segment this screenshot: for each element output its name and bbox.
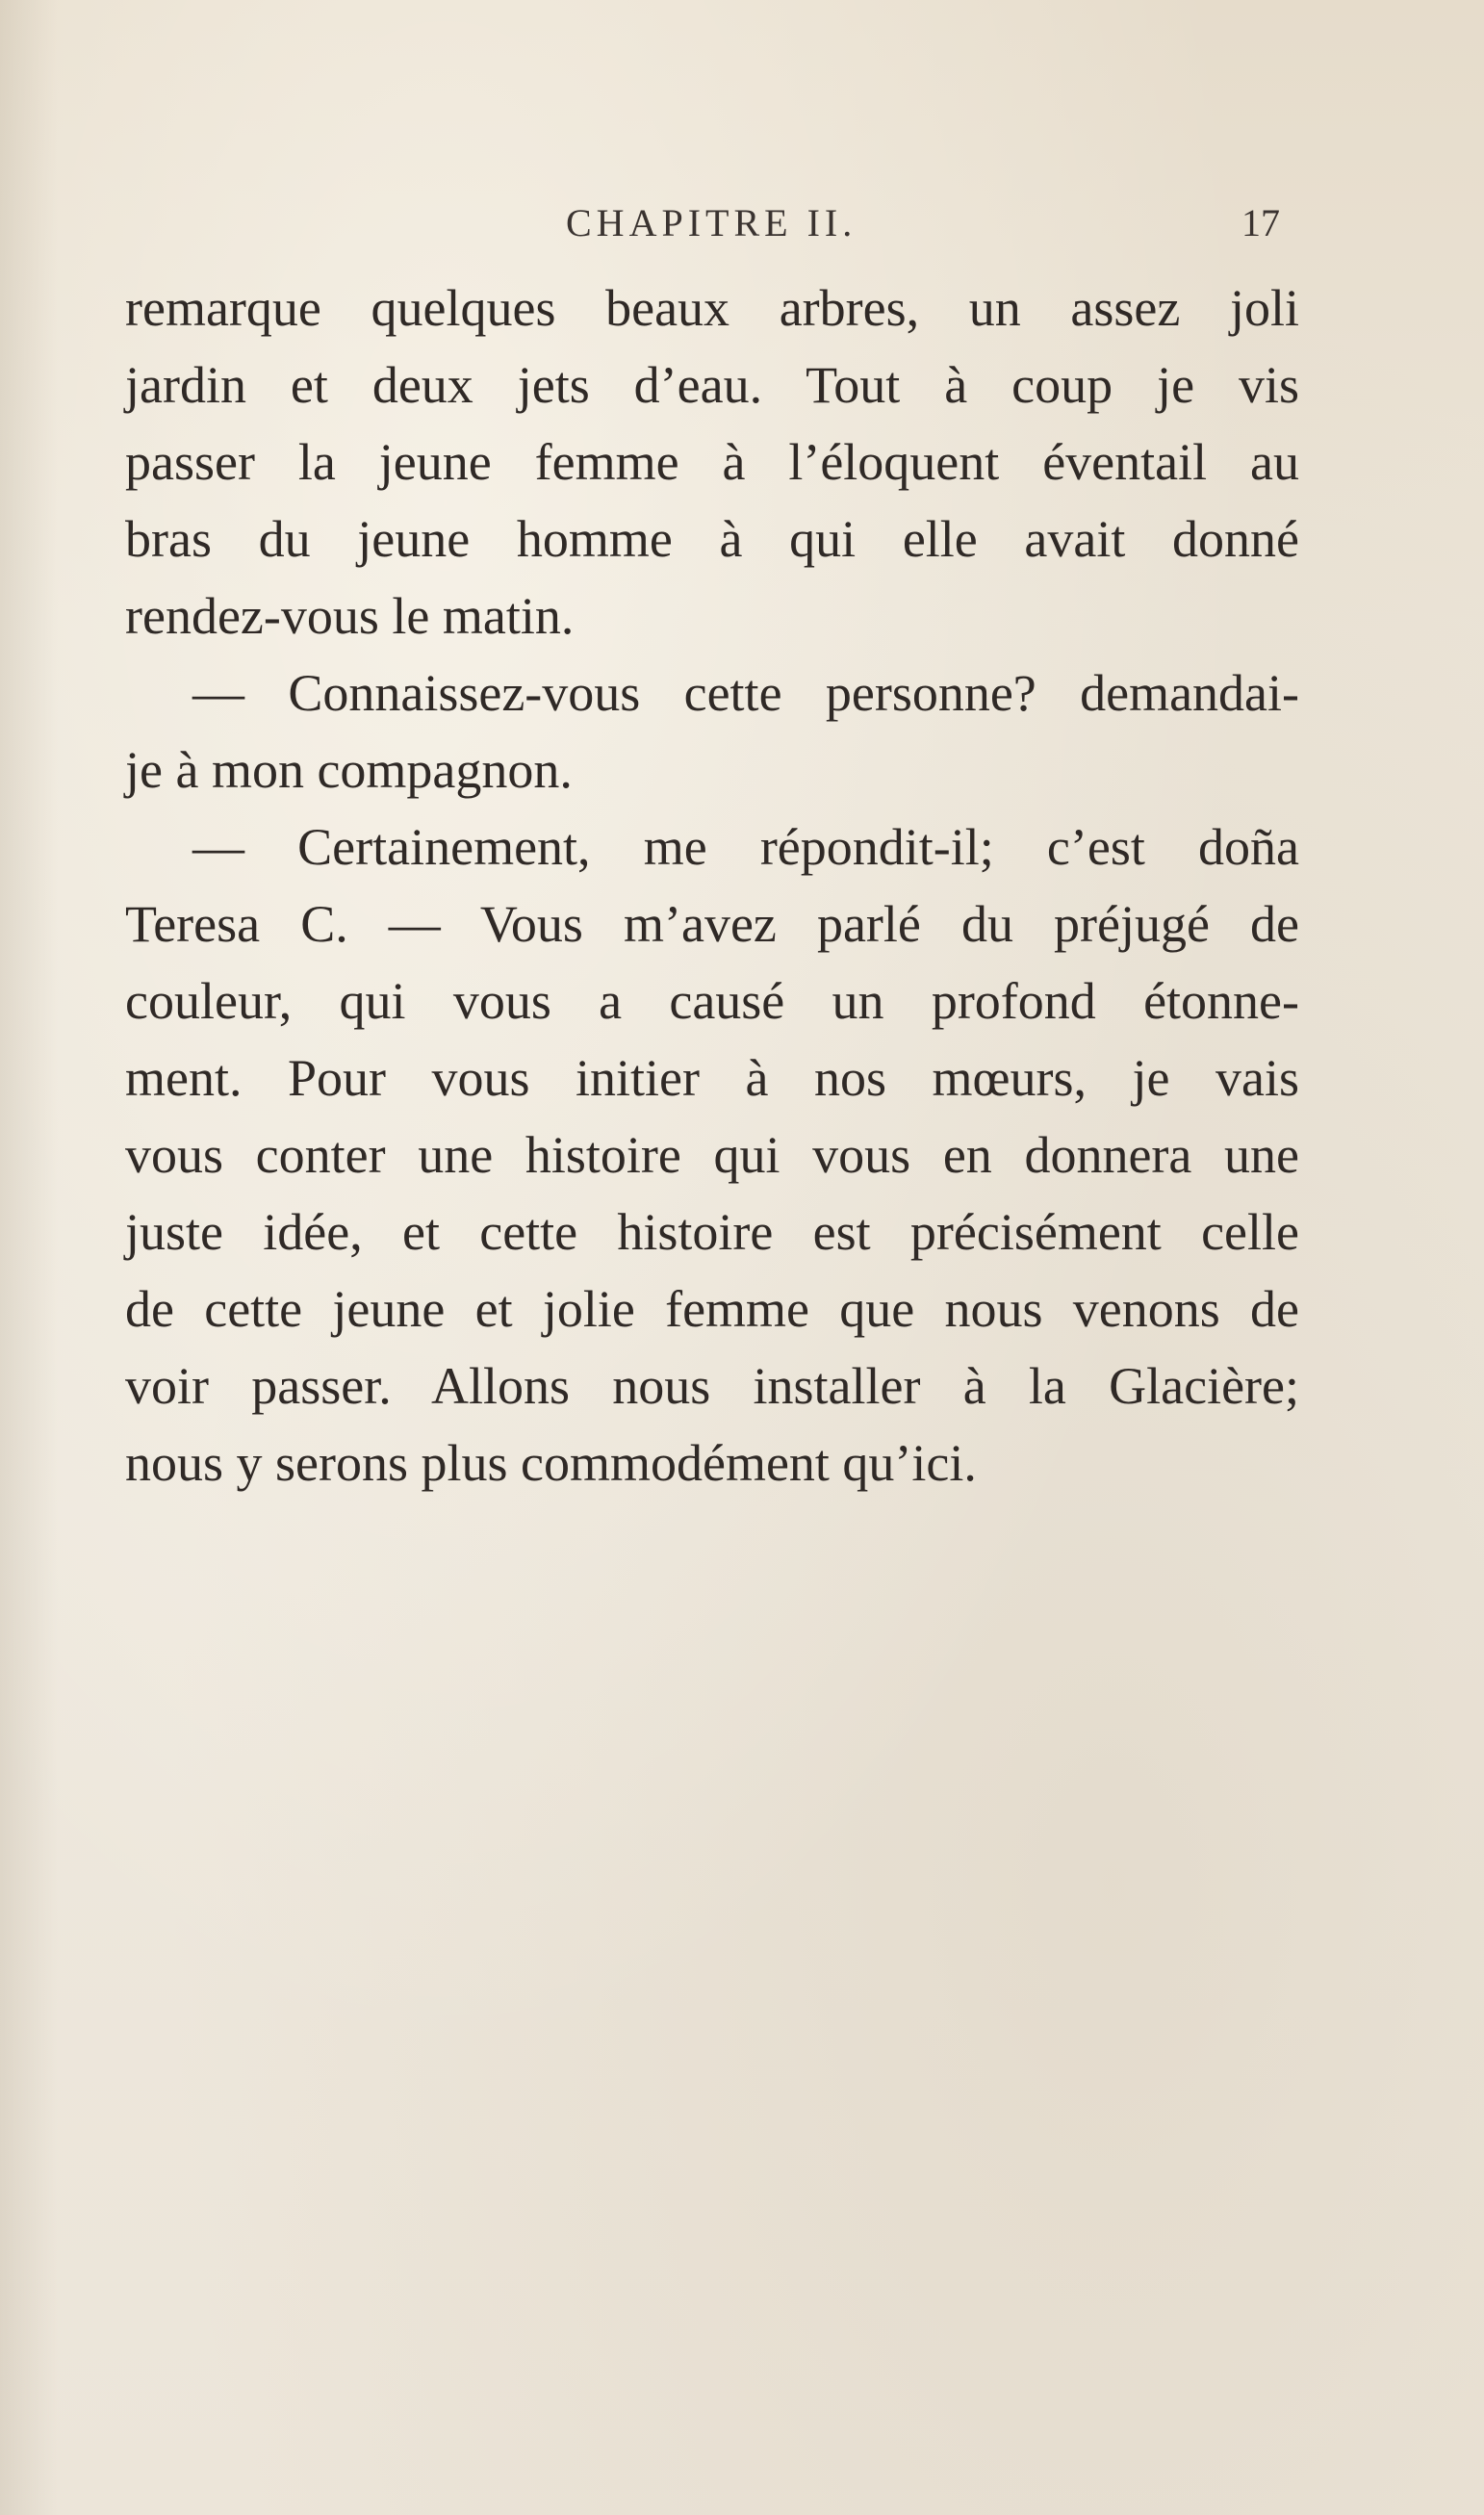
page-body-text [125,269,1299,1501]
text-line: — Connaissez-vous cette personne? demandai- [192,664,1299,722]
text-line: passer la jeune femme à l’éloquent éventail au [125,433,1299,491]
text-line: jardin et deux jets d’eau. Tout à coup je vis [125,356,1299,414]
running-head [0,200,1484,258]
text-line: juste idée, et cette histoire est précisément celle [125,1203,1299,1261]
text-line: je à mon compagnon. [125,741,573,799]
page-spine-shadow [0,0,58,2515]
page-number: 17 [1241,201,1280,244]
text-line: couleur, qui vous a causé un profond étonne- [125,972,1299,1030]
text-line: Teresa C. — Vous m’avez parlé du préjugé de [125,895,1299,953]
text-line: — Certainement, me répondit-il; c’est doña [192,818,1299,876]
text-line: voir passer. Allons nous installer à la Glacière; [125,1357,1299,1415]
text-line: nous y serons plus commodément qu’ici. [125,1434,977,1492]
text-line: remarque quelques beaux arbres, un assez joli [125,279,1299,337]
chapter-title: CHAPITRE II. [566,201,857,244]
text-line: de cette jeune et jolie femme que nous venons de [125,1280,1299,1338]
text-line: vous conter une histoire qui vous en donnera une [125,1126,1299,1184]
text-line: bras du jeune homme à qui elle avait donné [125,510,1299,568]
text-line: rendez-vous le matin. [125,587,575,645]
text-line: ment. Pour vous initier à nos mœurs, je vais [125,1049,1299,1107]
